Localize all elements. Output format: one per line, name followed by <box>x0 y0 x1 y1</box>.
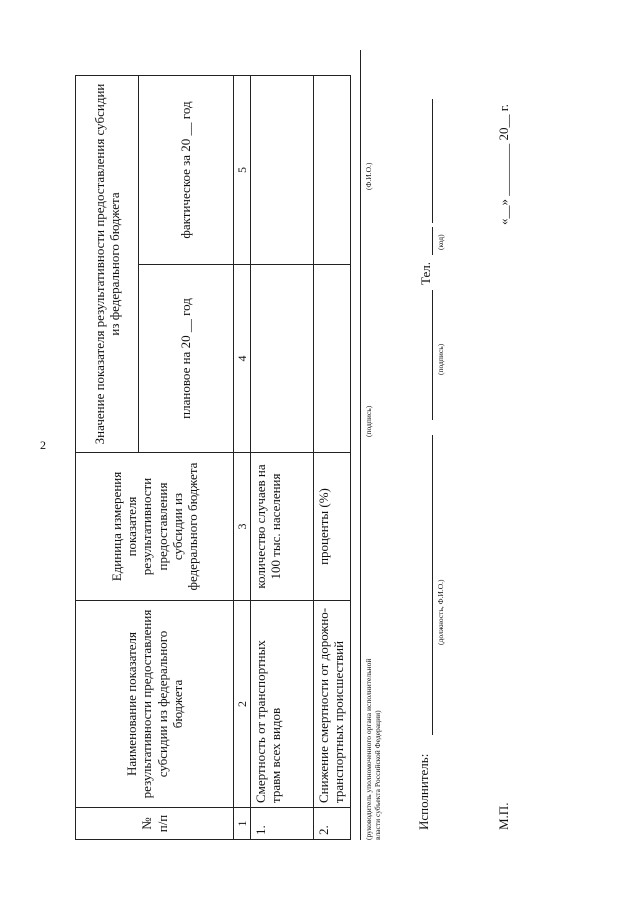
results-table <box>75 75 351 840</box>
head-caption: (руководитель уполномоченного органа исполнительной власти субъекта Российской Федерации) <box>364 658 382 840</box>
header-value-group: Значение показателя результативности предоставления субсидии из федерального бюджета <box>76 75 139 452</box>
signature-caption: (подпись) <box>364 405 373 437</box>
position-fio-caption: (должность, Ф.И.О.) <box>436 579 445 645</box>
phone-number-line[interactable] <box>432 99 433 223</box>
column-number: 5 <box>234 75 251 264</box>
code-caption: (код) <box>436 234 445 250</box>
row-num: 2. <box>314 808 351 840</box>
fio-caption: (Ф.И.О.) <box>364 162 373 190</box>
executor-signature-caption: (подпись) <box>436 343 445 375</box>
header-row <box>76 75 139 839</box>
date-field: «__» ________ 20__ г. <box>496 104 511 225</box>
row-unit: проценты (%) <box>314 453 351 601</box>
row-num: 1. <box>251 808 314 840</box>
phone-code-line[interactable] <box>432 227 433 255</box>
header-unit: Единица измерения показателя результативности предоставления субсидии из федерального бюджета <box>76 453 234 601</box>
column-number: 3 <box>234 453 251 601</box>
stamp-label: М.П. <box>496 802 511 830</box>
header-planned: плановое на 20 __ год <box>139 265 234 453</box>
executor-label: Исполнитель: <box>416 753 431 830</box>
row-name: Снижение смертности от дорожно-транспортных происшествий <box>314 601 351 808</box>
header-name: Наименование показателя результативности предоставления субсидии из федерального бюджета <box>76 601 234 808</box>
column-number: 1 <box>234 808 251 840</box>
table-row <box>314 75 351 839</box>
row-planned-cell[interactable] <box>314 265 351 453</box>
head-signature-line <box>360 50 361 840</box>
executor-position-line[interactable] <box>432 435 433 735</box>
row-actual-cell[interactable] <box>251 75 314 264</box>
column-number: 2 <box>234 601 251 808</box>
phone-label: Тел. <box>418 262 433 285</box>
row-planned-cell[interactable] <box>251 265 314 453</box>
table-row <box>251 75 314 839</box>
row-unit: количество случаев на 100 тыс. населения <box>251 453 314 601</box>
column-numbers-row <box>234 75 251 839</box>
header-actual: фактическое за 20 __ год <box>139 75 234 264</box>
column-number: 4 <box>234 265 251 453</box>
executor-signature-line[interactable] <box>432 290 433 420</box>
row-actual-cell[interactable] <box>314 75 351 264</box>
row-name: Смертность от транспортных травм всех видов <box>251 601 314 808</box>
header-num: № п/п <box>76 808 234 840</box>
page-number: 2 <box>40 438 46 452</box>
